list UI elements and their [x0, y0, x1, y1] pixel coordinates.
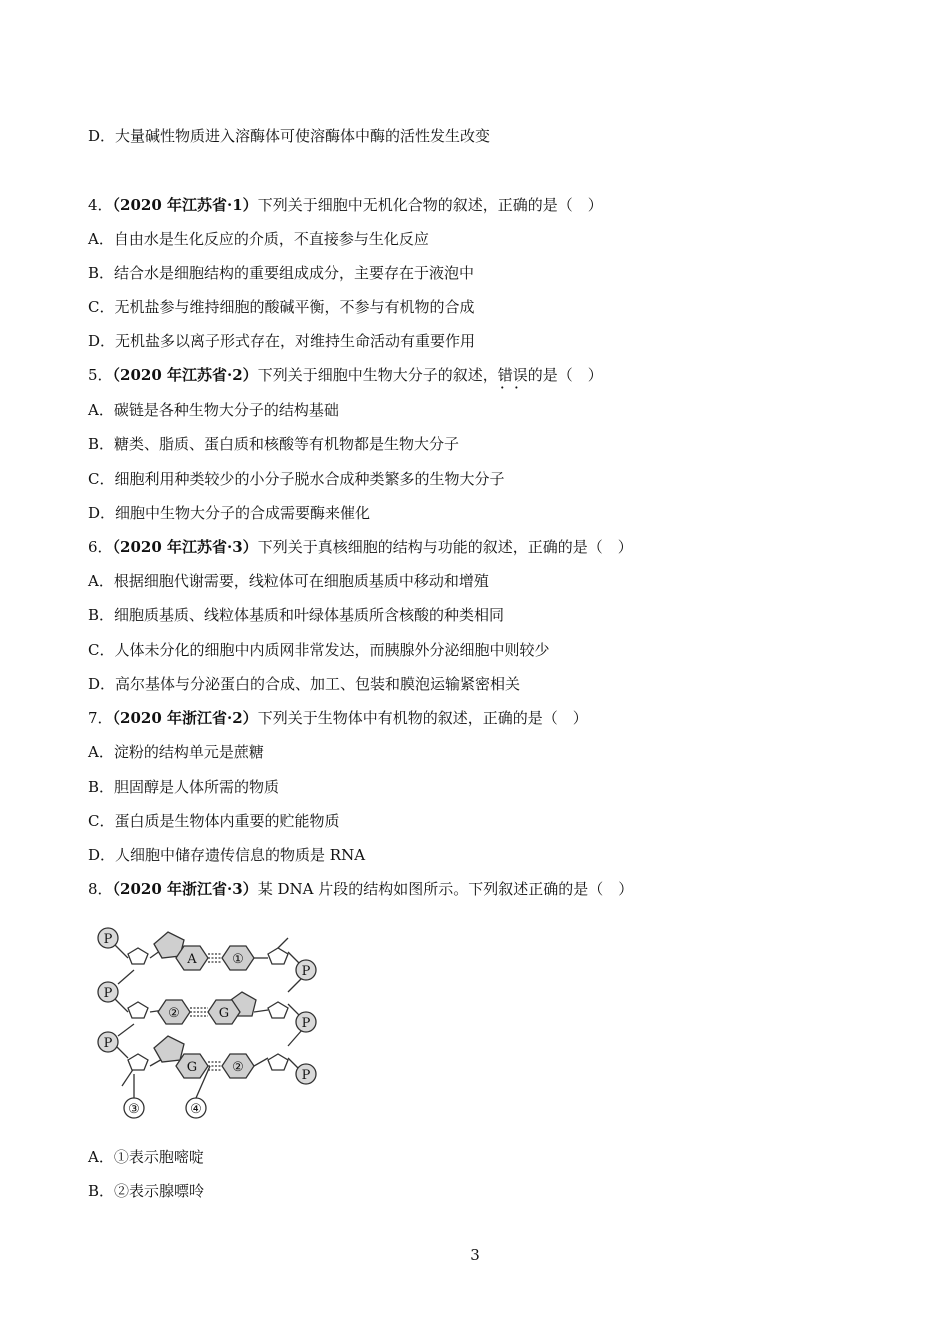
- q5-stem-text-b: 的是（ ）: [527, 366, 603, 384]
- q4-stem: [88, 195, 603, 215]
- right-backbone-1: [278, 938, 288, 948]
- base-label-row1-right: ①: [232, 952, 244, 967]
- q5-source: （2020 年江苏省·2）: [112, 366, 258, 384]
- q7-stem-text: 下列关于生物体中有机物的叙述，正确的是（ ）: [257, 709, 588, 727]
- q4-stem-text: 下列关于细胞中无机化合物的叙述，正确的是（ ）: [257, 196, 603, 214]
- q8-option-b: B．②表示腺嘌呤: [88, 1182, 205, 1200]
- q4-option-c: C．无机盐参与维持细胞的酸碱平衡，不参与有机物的合成: [88, 298, 475, 316]
- q7-stem: [88, 708, 588, 728]
- q4-option-a: A．自由水是生化反应的介质，不直接参与生化反应: [88, 230, 429, 248]
- base-label-row1-left: A: [187, 952, 197, 967]
- q5-option-c: C．细胞利用种类较少的小分子脱水合成种类繁多的生物大分子: [88, 470, 505, 488]
- q7-option-d: D．人细胞中储存遗传信息的物质是 RNA: [88, 846, 366, 864]
- base-label-row3-left: G: [186, 1060, 198, 1075]
- q8-option-a: A．①表示胞嘧啶: [88, 1148, 204, 1166]
- q7-source: （2020 年浙江省·2）: [112, 709, 258, 727]
- base-label-row2-right: G: [218, 1006, 230, 1021]
- sugar-left-1: [128, 948, 148, 964]
- q6-option-c: C．人体未分化的细胞中内质网非常发达，而胰腺外分泌细胞中则较少: [88, 641, 550, 659]
- q5-number: 5．: [88, 366, 113, 384]
- q7-number: 7．: [88, 709, 113, 727]
- q6-number: 6．: [88, 538, 113, 556]
- left-backbone-2: [114, 998, 128, 1012]
- q8-stem: [88, 879, 633, 899]
- phosphate-label-1: P: [103, 932, 113, 947]
- dna-structure-diagram: [92, 918, 328, 1124]
- q4-option-d: D．无机盐多以离子形式存在，对维持生命活动有重要作用: [88, 332, 476, 350]
- q4-source: （2020 年江苏省·1）: [112, 196, 258, 214]
- q8-stem-text: 某 DNA 片段的结构如图所示。下列叙述正确的是（ ）: [257, 880, 634, 898]
- left-tail: [122, 1068, 134, 1086]
- q5-stem-text-a: 下列关于细胞中生物大分子的叙述，: [257, 366, 498, 384]
- base-label-row2-left: ②: [168, 1006, 180, 1021]
- phosphate-label-3: P: [103, 1036, 113, 1051]
- q7-option-a: A．淀粉的结构单元是蔗糖: [88, 743, 264, 761]
- q6-option-b: B．细胞质基质、线粒体基质和叶绿体基质所含核酸的种类相同: [88, 606, 505, 624]
- left-backbone-5: [118, 1024, 134, 1036]
- q6-stem: [88, 537, 633, 557]
- q4-option-b: B．结合水是细胞结构的重要组成成分，主要存在于液泡中: [88, 264, 475, 282]
- callout-label-4: ④: [190, 1102, 202, 1117]
- q6-option-a: A．根据细胞代谢需要，线粒体可在细胞质基质中移动和增殖: [88, 572, 489, 590]
- callout-label-3: ③: [128, 1102, 140, 1117]
- sugar-right-1: [268, 948, 288, 964]
- base-label-row3-right: ②: [232, 1060, 244, 1075]
- q6-source: （2020 年江苏省·3）: [112, 538, 258, 556]
- q3-option-d: D．大量碱性物质进入溶酶体可使溶酶体中酶的活性发生改变: [88, 127, 491, 145]
- phosphate-label-6: P: [301, 1068, 311, 1083]
- sugar-right-2: [268, 1002, 288, 1018]
- sugar-right-3: [268, 1054, 288, 1070]
- right-backbone-6: [288, 1030, 302, 1046]
- q8-source: （2020 年浙江省·3）: [112, 880, 258, 898]
- pentagon-row3: [154, 1036, 184, 1062]
- q4-number: 4．: [88, 196, 113, 214]
- page-number: 3: [470, 1246, 480, 1264]
- q5-option-b: B．糖类、脂质、蛋白质和核酸等有机物都是生物大分子: [88, 435, 460, 453]
- q8-number: 8．: [88, 880, 113, 898]
- q6-stem-text: 下列关于真核细胞的结构与功能的叙述，正确的是（ ）: [257, 538, 633, 556]
- q5-option-d: D．细胞中生物大分子的合成需要酶来催化: [88, 504, 371, 522]
- q5-emphasis-word: 错误 · ·: [498, 365, 528, 385]
- phosphate-label-5: P: [301, 1016, 311, 1031]
- sugar-left-3: [128, 1054, 148, 1070]
- left-backbone-4: [118, 970, 134, 984]
- phosphate-label-2: P: [103, 986, 113, 1001]
- q7-option-b: B．胆固醇是人体所需的物质: [88, 778, 280, 796]
- right-backbone-5: [288, 978, 302, 992]
- q7-option-c: C．蛋白质是生物体内重要的贮能物质: [88, 812, 340, 830]
- phosphate-label-4: P: [301, 964, 311, 979]
- q5-option-a: A．碳链是各种生物大分子的结构基础: [88, 401, 339, 419]
- left-backbone-1: [114, 944, 128, 958]
- q5-stem: [88, 365, 603, 385]
- q6-option-d: D．高尔基体与分泌蛋白的合成、加工、包装和膜泡运输紧密相关: [88, 675, 521, 693]
- sugar-left-2: [128, 1002, 148, 1018]
